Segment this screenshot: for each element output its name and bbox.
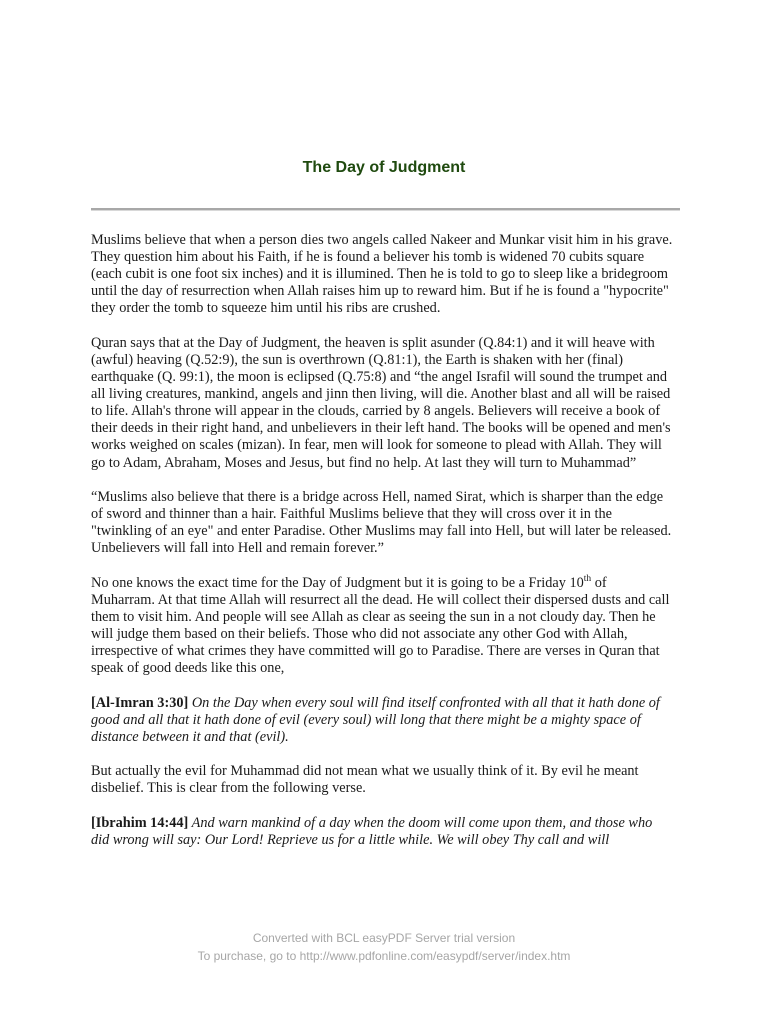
paragraph-exact-time-part1: No one knows the exact time for the Day of Judgment but it is going to be a Friday 10 (91, 574, 584, 591)
paragraph-evil-meaning: But actually the evil for Muhammad did not mean what we usually think of it. By evil he meant disbelief. This is clear from the following verse. (91, 763, 639, 797)
watermark-line-2: To purchase, go to http://www.pdfonline.com/easypdf/server/index.htm (197, 949, 571, 963)
paragraph-bridge-sirat: “Muslims also believe that there is a bridge across Hell, named Sirat, which is sharper than the edge of sword and thinner than a hair. Faithful Muslims believe that they will cross over it in the "twinkling of an eye" and enter Paradise. Other Muslims may fall into Hell, but will later be released. Unbelievers will fall into Hell and remain forever.” (91, 489, 672, 557)
document-title: The Day of Judgment (302, 159, 466, 176)
paragraph-exact-time (91, 575, 673, 678)
ordinal-superscript: th (583, 573, 592, 584)
document-body (91, 232, 673, 867)
paragraph-quran-judgment: Quran says that at the Day of Judgment, the heaven is split asunder (Q.84:1) and it will heave with (awful) heaving (Q.52:9), the sun is overthrown (Q.81:1), the Earth is shaken with her (final) earthquake (Q. 99:1), the moon is eclipsed (Q.75:8) and “the angel Israfil will sound the trumpet and all living creatures, mankind, angels and jinn then living, will die. Another blast and all will be raised to life. Allah's throne will appear in the clouds, carried by 8 angels. Believers will receive a book of their deeds in their right hand, and unbelievers in their left hand. The books will be opened and men's works weighed on scales (mizan). In fear, men will look for someone to plead with Allah. They will go to Adam, Abraham, Moses and Jesus, but find no help. At last they will turn to Muhammad” (91, 334, 671, 471)
conversion-watermark (0, 929, 768, 965)
verse-text-al-imran: On the Day when every soul will find itself confronted with all that it hath done of good and all that it hath done of evil (every soul) will long that there might be a mighty space of distance between it and that (evil). (91, 694, 660, 745)
verse-reference-al-imran: [Al-Imran 3:30] (91, 694, 189, 711)
title-divider (91, 208, 680, 211)
verse-text-ibrahim: And warn mankind of a day when the doom will come upon them, and those who did wrong will say: Our Lord! Reprieve us for a little while. We will obey Thy call and will (91, 814, 653, 849)
watermark-line-1: Converted with BCL easyPDF Server trial version (252, 931, 516, 945)
paragraph-grave: Muslims believe that when a person dies two angels called Nakeer and Munkar visit him in his grave. They question him about his Faith, if he is found a believer his tomb is widened 70 cubits square (each cubit is one foot six inches) and it is illumined. Then he is told to go to sleep like a bridegroom until the day of resurrection when Allah raises him up to reward him. But if he is found a "hypocrite" they order the tomb to squeeze him until his ribs are crushed. (91, 232, 673, 317)
verse-ibrahim (91, 815, 673, 849)
verse-al-imran (91, 695, 673, 746)
paragraph-exact-time-part2: of Muharram. At that time Allah will resurrect all the dead. He will collect their dispersed dusts and call them to visit him. And people will see Allah as clear as seeing the sun in a not cloudy day. Then he will judge them based on their beliefs. Those who did not associate any other God with Allah, irrespective of what crimes they have committed will go to Paradise. There are verses in Quran that speak of good deeds like this one, (91, 574, 670, 677)
verse-reference-ibrahim: [Ibrahim 14:44] (91, 814, 189, 831)
